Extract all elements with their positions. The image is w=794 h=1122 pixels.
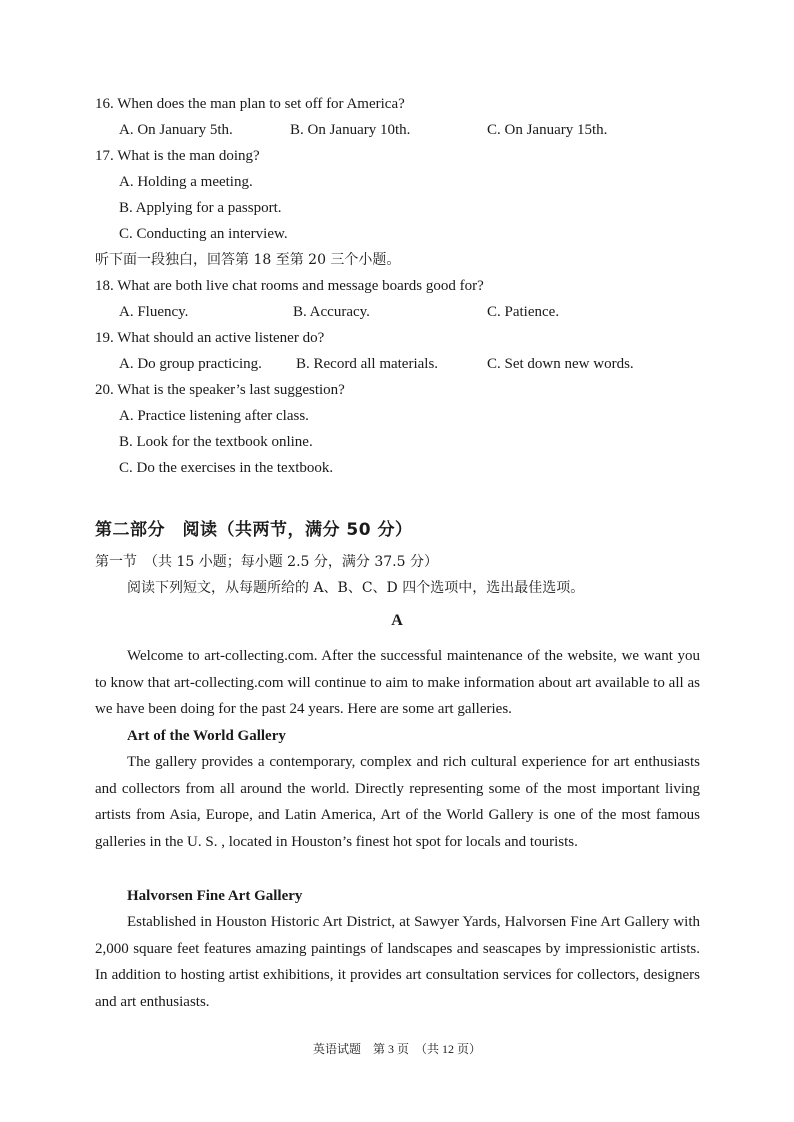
section1-heading: 第一节 （共 15 小题；每小题 2.5 分，满分 37.5 分） bbox=[95, 554, 438, 570]
q18-option-a: A. Fluency. bbox=[119, 304, 189, 320]
q20-option-b: B. Look for the textbook online. bbox=[119, 434, 313, 450]
q20-option-c: C. Do the exercises in the textbook. bbox=[119, 460, 334, 476]
q17-option-c: C. Conducting an interview. bbox=[119, 226, 288, 242]
gallery-2-name: Halvorsen Fine Art Gallery bbox=[127, 888, 303, 904]
question-19: 19. What should an active listener do? bbox=[95, 330, 325, 346]
passage-label: A bbox=[391, 612, 403, 629]
q19-option-c: C. Set down new words. bbox=[487, 356, 634, 372]
gallery-1-name: Art of the World Gallery bbox=[127, 728, 286, 744]
passage-intro: Welcome to art-collecting.com. After the successful maintenance of the website, we want you to know that art-collecting.com will continue to aim to make information about art available to all as we have been doing for the past 24 years. Here are some art galleries. bbox=[95, 648, 700, 718]
q16-option-c: C. On January 15th. bbox=[487, 122, 608, 138]
q17-option-b: B. Applying for a passport. bbox=[119, 200, 282, 216]
part2-title: 第二部分 阅读（共两节，满分 50 分） bbox=[95, 520, 413, 540]
gallery-2-body: Established in Houston Historic Art District, at Sawyer Yards, Halvorsen Fine Art Gallery with 2,000 square feet features amazing paintings of landscapes and seascapes by impressionistic artists. In addition to hosting artist exhibitions, it provides art consultation services for collectors, designers and art enthusiasts. bbox=[95, 914, 700, 1010]
reading-instruction: 阅读下列短文，从每题所给的 A、B、C、D 四个选项中，选出最佳选项。 bbox=[127, 580, 585, 596]
q19-option-b: B. Record all materials. bbox=[296, 356, 439, 372]
q16-option-b: B. On January 10th. bbox=[290, 122, 411, 138]
q16-option-a: A. On January 5th. bbox=[119, 122, 233, 138]
question-18: 18. What are both live chat rooms and message boards good for? bbox=[95, 278, 484, 294]
question-16: 16. When does the man plan to set off for America? bbox=[95, 96, 405, 112]
page-footer: 英语试题 第 3 页 （共 12 页） bbox=[312, 1042, 481, 1056]
question-17: 17. What is the man doing? bbox=[95, 148, 260, 164]
question-20: 20. What is the speaker’s last suggestion? bbox=[95, 382, 345, 398]
q19-option-a: A. Do group practicing. bbox=[119, 356, 262, 372]
q17-option-a: A. Holding a meeting. bbox=[119, 174, 253, 190]
q18-option-c: C. Patience. bbox=[487, 304, 560, 320]
q20-option-a: A. Practice listening after class. bbox=[119, 408, 309, 424]
monologue-instruction: 听下面一段独白，回答第 18 至第 20 三个小题。 bbox=[95, 252, 401, 268]
gallery-1-body: The gallery provides a contemporary, complex and rich cultural experience for art enthusiasts and collectors from all around the world. Directly representing some of the most important living artists from Asia, Europe, and Latin America, Art of the World Gallery is one of the most famous galleries in the U. S. , located in Houston’s finest hot spot for locals and tourists. bbox=[95, 754, 700, 850]
q18-option-b: B. Accuracy. bbox=[293, 304, 370, 320]
